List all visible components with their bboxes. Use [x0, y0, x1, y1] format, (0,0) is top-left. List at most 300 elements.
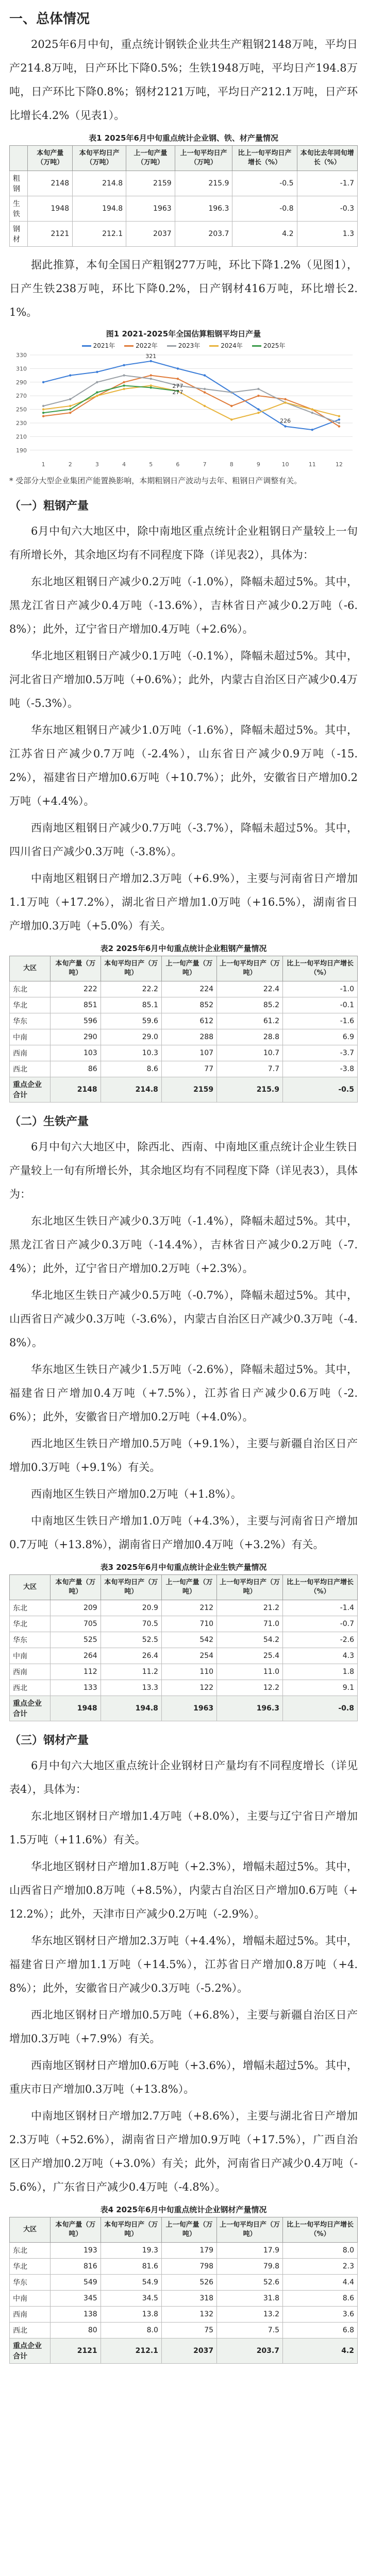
- legend-swatch: [209, 345, 219, 347]
- table-cell: 112: [51, 1664, 101, 1680]
- legend-item: [209, 341, 243, 350]
- data-point: [284, 398, 286, 400]
- table-row: [10, 1045, 358, 1061]
- table4: [9, 2217, 358, 2364]
- list-item: 东北地区生铁日产减少0.3万吨（-1.4%），降幅未超过5%。其中，黑龙江省日产减少0.3万吨（-14.4%），吉林省日产减少0.2万吨（-7.4%）；此外，辽宁省日产增加0.2万吨（+2.3%）。: [9, 1215, 358, 1275]
- table-cell: -0.5: [232, 171, 297, 196]
- table-cell: 8.0: [101, 2323, 161, 2338]
- table-cell: 816: [51, 2259, 101, 2275]
- table-cell: 1963: [126, 196, 175, 222]
- legend-label: 2025年: [263, 342, 286, 349]
- table-header-cell: 上一旬产量（万吨）: [161, 1575, 216, 1600]
- x-tick-label: 10: [281, 461, 289, 468]
- section-title-overview: 一、总体情况: [9, 11, 90, 27]
- table-cell: 1963: [161, 1696, 216, 1721]
- table-cell: 214.8: [101, 1077, 161, 1103]
- table-cell: 21.2: [217, 1600, 283, 1616]
- table-cell: 华东: [10, 1632, 51, 1648]
- x-tick-label: 6: [176, 461, 180, 468]
- table-header-cell: 大区: [10, 956, 51, 981]
- table-cell: 214.8: [73, 171, 126, 196]
- table-cell: -0.5: [282, 1077, 357, 1103]
- table-cell: 2.3: [282, 2259, 357, 2275]
- table-cell: 17.9: [217, 2243, 283, 2259]
- legend-item: [124, 341, 158, 350]
- table-cell: 重点企业合计: [10, 1696, 51, 1721]
- data-point: [204, 388, 206, 390]
- table-cell: 4.3: [282, 1648, 357, 1664]
- table1-body: [10, 171, 358, 247]
- data-point: [150, 378, 152, 380]
- table-cell: 重点企业合计: [10, 2338, 51, 2364]
- data-point: [230, 418, 232, 420]
- table-row: [10, 1029, 358, 1045]
- table-row: [10, 196, 358, 222]
- table-cell: 798: [161, 2259, 216, 2275]
- data-point: [257, 408, 259, 410]
- table-cell: 203.7: [217, 2338, 283, 2364]
- x-tick-label: 12: [335, 461, 343, 468]
- table-row: [10, 1013, 358, 1029]
- table-header-cell: [10, 146, 28, 171]
- table-cell: 6.9: [282, 1029, 357, 1045]
- data-point: [230, 405, 232, 407]
- table-cell: 2159: [126, 171, 175, 196]
- table-row: [10, 2243, 358, 2259]
- table-header-cell: 本旬平均日产（万吨）: [73, 146, 126, 171]
- data-point: [257, 395, 259, 397]
- table-cell: 612: [161, 1013, 216, 1029]
- data-point: [123, 384, 125, 386]
- table-cell: 29.0: [101, 1029, 161, 1045]
- table-cell: 西南: [10, 1664, 51, 1680]
- table-cell: 西南: [10, 1045, 51, 1061]
- x-tick-label: 7: [203, 461, 207, 468]
- list-item: 华东地区粗钢日产减少1.0万吨（-1.6%），降幅未超过5%。其中，江苏省日产减少0.7万吨（-2.4%），山东省日产减少0.9万吨（-15.2%），福建省日产增加0.6万吨（+10.7%）；此外，安徽省日产增加0.2万吨（+4.4%）。: [9, 724, 358, 807]
- table-cell: 80: [51, 2323, 101, 2338]
- annotation-label: 277: [172, 382, 184, 389]
- table-row: [10, 1632, 358, 1648]
- table2-header-row: [10, 956, 358, 981]
- table-cell: 中南: [10, 2291, 51, 2307]
- legend-swatch: [82, 345, 91, 347]
- list-item: 西北地区钢材日产增加0.5万吨（+6.8%），主要与新疆自治区日产增加0.3万吨（+7.9%）有关。: [9, 2009, 358, 2045]
- table2-title: 表2 2025年6月中旬重点统计企业粗钢产量情况: [100, 944, 267, 953]
- data-point: [338, 422, 340, 424]
- table-cell: 8.6: [282, 2291, 357, 2307]
- table-cell: 西北: [10, 1680, 51, 1696]
- table-header-cell: 比上一旬平均日产增长（%）: [282, 956, 357, 981]
- table-cell: 8.0: [282, 2243, 357, 2259]
- table-cell: -0.3: [297, 196, 357, 222]
- table-cell: 81.6: [101, 2259, 161, 2275]
- crude-steel-intro: 6月中旬六大地区中，除中南地区重点统计企业粗钢日产量较上一旬有所增长外，其余地区均有不同程度下降（详见表2），具体为：: [9, 525, 358, 561]
- table-cell: -2.6: [282, 1632, 357, 1648]
- table-cell: -1.0: [282, 981, 357, 997]
- table-cell: 224: [161, 981, 216, 997]
- data-point: [150, 374, 152, 376]
- table-cell: 2148: [51, 1077, 101, 1103]
- table-cell: 华北: [10, 997, 51, 1013]
- table-cell: 71.0: [217, 1616, 283, 1632]
- data-point: [311, 408, 313, 410]
- x-tick-label: 4: [122, 461, 126, 468]
- table-cell: 19.3: [101, 2243, 161, 2259]
- table-cell: 2159: [161, 1077, 216, 1103]
- table-cell: 75: [161, 2323, 216, 2338]
- table-cell: 7.5: [217, 2323, 283, 2338]
- annotation-label: 277: [172, 388, 184, 396]
- steel-products-items: [9, 1804, 358, 2199]
- table-cell: 华东: [10, 2275, 51, 2291]
- table-cell: 77: [161, 1061, 216, 1077]
- table-cell: 596: [51, 1013, 101, 1029]
- data-point: [42, 405, 44, 407]
- chart-svg: [9, 351, 358, 469]
- table-cell: 13.8: [101, 2307, 161, 2323]
- x-tick-label: 11: [308, 461, 316, 468]
- table-header-cell: 比上一旬平均日产增长（%）: [282, 2217, 357, 2243]
- data-point: [338, 415, 340, 417]
- table-row: [10, 1600, 358, 1616]
- list-item: 中南地区生铁日产增加1.0万吨（+4.3%），主要与河南省日产增加0.7万吨（+13.8%），湖南省日产增加0.4万吨（+3.2%）有关。: [9, 1515, 358, 1551]
- y-tick-label: 190: [16, 447, 27, 454]
- table-row: [10, 171, 358, 196]
- table-cell: 290: [51, 1029, 101, 1045]
- table-cell: 26.4: [101, 1648, 161, 1664]
- table-cell: 526: [161, 2275, 216, 2291]
- pig-iron-intro: 6月中旬六大地区中，除西北、西南、中南地区重点统计企业生铁日产量较上一旬有所增长外，其余地区均有不同程度下降（详见表3），具体为：: [9, 1141, 358, 1200]
- table-cell: 东北: [10, 1600, 51, 1616]
- table-row: [10, 222, 358, 247]
- data-point: [96, 381, 98, 383]
- x-tick-label: 8: [229, 461, 233, 468]
- table-cell: 中南: [10, 1029, 51, 1045]
- list-item: 华东地区生铁日产减少1.5万吨（-2.6%），降幅未超过5%。其中，福建省日产增加0.4万吨（+7.5%），江苏省日产减少0.6万吨（-2.6%）；此外，安徽省日产增加0.2万吨（+4.0%）。: [9, 1363, 358, 1423]
- data-point: [177, 378, 179, 380]
- table-cell: 8.6: [101, 1061, 161, 1077]
- table-header-cell: 上一旬平均日产（万吨）: [217, 2217, 283, 2243]
- table-header-cell: 本旬平均日产（万吨）: [101, 1575, 161, 1600]
- list-item: 东北地区钢材日产增加1.4万吨（+8.0%），主要与辽宁省日产增加1.5万吨（+11.6%）有关。: [9, 1810, 358, 1846]
- table-cell: 2121: [28, 222, 73, 247]
- legend-label: 2022年: [136, 342, 158, 349]
- data-point: [204, 405, 206, 407]
- table-cell: 10.7: [217, 1045, 283, 1061]
- data-point: [204, 374, 206, 376]
- table-cell: 6.8: [282, 2323, 357, 2338]
- x-tick-label: 9: [256, 461, 260, 468]
- table-header-cell: 本旬产量（万吨）: [51, 2217, 101, 2243]
- data-point: [123, 381, 125, 383]
- table-cell: 华北: [10, 2259, 51, 2275]
- data-point: [284, 425, 286, 427]
- table1-title: 表1 2025年6月中旬重点统计企业钢、铁、材产量情况: [89, 133, 278, 143]
- table-cell: 203.7: [175, 222, 232, 247]
- table-cell: 3.6: [282, 2307, 357, 2323]
- table-cell: 110: [161, 1664, 216, 1680]
- table-cell: 4.2: [282, 2338, 357, 2364]
- data-point: [69, 412, 71, 414]
- list-item: 中南地区粗钢日产增加2.3万吨（+6.9%），主要与河南省日产增加1.1万吨（+17.2%），湖北省日产增加1.0万吨（+16.5%），湖南省日产增加0.3万吨（+5.0%）有关。: [9, 872, 358, 932]
- series-line-2: [43, 376, 339, 427]
- table-cell: 852: [161, 997, 216, 1013]
- table2: [9, 956, 358, 1103]
- table-cell: 79.8: [217, 2259, 283, 2275]
- table-cell: 2037: [161, 2338, 216, 2364]
- data-point: [123, 374, 125, 376]
- table-header-cell: 上一旬产量（万吨）: [126, 146, 175, 171]
- data-point: [338, 425, 340, 427]
- legend-item: [252, 341, 286, 350]
- table3-title: 表3 2025年6月中旬重点统计企业生铁产量情况: [100, 1563, 267, 1572]
- table3-body: [10, 1600, 358, 1721]
- table-header-cell: 比上一旬平均日产增长（%）: [232, 146, 297, 171]
- legend-label: 2024年: [221, 342, 243, 349]
- data-point: [42, 408, 44, 410]
- table-header-cell: 本旬产量（万吨）: [51, 1575, 101, 1600]
- y-tick-label: 290: [16, 379, 27, 386]
- table-cell: 1948: [51, 1696, 101, 1721]
- table-cell: 东北: [10, 981, 51, 997]
- x-tick-label: 3: [95, 461, 99, 468]
- table-cell: 318: [161, 2291, 216, 2307]
- table-header-cell: 本旬产量（万吨）: [51, 956, 101, 981]
- list-item: 西北地区生铁日产增加0.5万吨（+9.1%），主要与新疆自治区日产增加0.3万吨（+9.1%）有关。: [9, 1437, 358, 1473]
- table-cell: 钢材: [10, 222, 28, 247]
- data-point: [123, 388, 125, 390]
- table-row: [10, 2307, 358, 2323]
- table-cell: 1948: [28, 196, 73, 222]
- table-cell: 华东: [10, 1013, 51, 1029]
- table-header-cell: 比上一旬平均日产增长（%）: [282, 1575, 357, 1600]
- table-cell: 70.5: [101, 1616, 161, 1632]
- table-cell: 212: [161, 1600, 216, 1616]
- subsection-title-crude-steel: （一）粗钢产量: [9, 500, 89, 513]
- table3-header-row: [10, 1575, 358, 1600]
- series-line-1: [43, 361, 339, 430]
- table-cell: 549: [51, 2275, 101, 2291]
- data-point: [204, 391, 206, 393]
- table-cell: 215.9: [217, 1077, 283, 1103]
- table-cell: 86: [51, 1061, 101, 1077]
- data-point: [150, 386, 152, 388]
- list-item: 西南地区粗钢日产减少0.7万吨（-3.7%），降幅未超过5%。其中，四川省日产减少0.3万吨（-3.8%）。: [9, 822, 358, 858]
- table-cell: 13.3: [101, 1680, 161, 1696]
- table-cell: 194.8: [73, 196, 126, 222]
- table-row: [10, 1616, 358, 1632]
- table-total-row: [10, 1077, 358, 1103]
- data-point: [42, 412, 44, 414]
- table-cell: -1.7: [297, 171, 357, 196]
- table-header-cell: 本旬产量（万吨）: [28, 146, 73, 171]
- x-tick-label: 2: [68, 461, 72, 468]
- y-tick-label: 270: [16, 393, 27, 400]
- list-item: 华北地区钢材日产增加1.8万吨（+2.3%），增幅未超过5%。其中，山西省日产增加0.8万吨（+8.5%），内蒙古自治区日产增加0.6万吨（+12.2%）；此外，天津市日产减少0.2万吨（-2.9%）。: [9, 1860, 358, 1920]
- overview-paragraph: 2025年6月中旬，重点统计钢铁企业共生产粗钢2148万吨，平均日产214.8万吨，日产环比下降0.5%；生铁1948万吨，平均日产194.8万吨，日产环比下降0.8%；钢材2121万吨，平均日产212.1万吨，日产环比增长4.2%（见表1）。: [9, 38, 358, 122]
- table-cell: 59.6: [101, 1013, 161, 1029]
- table4-title: 表4 2025年6月中旬重点统计企业钢材产量情况: [100, 2205, 267, 2214]
- table-cell: 196.3: [175, 196, 232, 222]
- legend-label: 2021年: [93, 342, 115, 349]
- table-cell: 103: [51, 1045, 101, 1061]
- table-cell: 2121: [51, 2338, 101, 2364]
- estimate-paragraph: 据此推算，本旬全国日产粗钢277万吨，环比下降1.2%（见图1），日产生铁238万吨，环比下降0.2%，日产钢材416万吨，环比增长2.1%。: [9, 259, 358, 318]
- data-point: [311, 412, 313, 414]
- table-row: [10, 1680, 358, 1696]
- chart-legend: [9, 341, 358, 350]
- table-header-cell: 本旬比去年同旬增长（%）: [297, 146, 357, 171]
- y-tick-label: 250: [16, 406, 27, 413]
- table-cell: 11.2: [101, 1664, 161, 1680]
- subsection-title-pig-iron: （二）生铁产量: [9, 1115, 89, 1128]
- table-total-row: [10, 1696, 358, 1721]
- y-tick-label: 210: [16, 433, 27, 440]
- data-point: [69, 374, 71, 376]
- table-cell: 851: [51, 997, 101, 1013]
- table-cell: 粗钢: [10, 171, 28, 196]
- table-row: [10, 1648, 358, 1664]
- table-cell: 13.2: [217, 2307, 283, 2323]
- table-cell: 华北: [10, 1616, 51, 1632]
- data-point: [42, 415, 44, 417]
- x-tick-label: 1: [41, 461, 45, 468]
- data-point: [257, 388, 259, 390]
- table-cell: 705: [51, 1616, 101, 1632]
- data-point: [284, 401, 286, 403]
- table-cell: 61.2: [217, 1013, 283, 1029]
- table-cell: 193: [51, 2243, 101, 2259]
- subsection-title-steel-products: （三）钢材产量: [9, 1734, 89, 1747]
- table-cell: 25.4: [217, 1648, 283, 1664]
- table-cell: 中南: [10, 1648, 51, 1664]
- data-point: [150, 384, 152, 386]
- table-cell: 179: [161, 2243, 216, 2259]
- table-cell: 重点企业合计: [10, 1077, 51, 1103]
- table-header-cell: 上一旬产量（万吨）: [161, 2217, 216, 2243]
- legend-label: 2023年: [178, 342, 201, 349]
- y-tick-label: 330: [16, 352, 27, 359]
- table-cell: 138: [51, 2307, 101, 2323]
- table-cell: 54.2: [217, 1632, 283, 1648]
- list-item: 华东地区钢材日产增加2.3万吨（+4.4%），增幅未超过5%。其中，福建省日产增加1.1万吨（+14.5%），江苏省日产增加0.8万吨（+4.8%）；此外，安徽省日产减少0.3万吨（-5.2%）。: [9, 1935, 358, 1994]
- chart-figure1: [9, 328, 358, 471]
- table-cell: 4.4: [282, 2275, 357, 2291]
- table-cell: 2037: [126, 222, 175, 247]
- table-cell: -0.7: [282, 1616, 357, 1632]
- table-cell: 52.5: [101, 1632, 161, 1648]
- legend-swatch: [124, 345, 134, 347]
- table2-body: [10, 981, 358, 1103]
- table-cell: 54.9: [101, 2275, 161, 2291]
- table-header-cell: 大区: [10, 1575, 51, 1600]
- table-cell: -3.8: [282, 1061, 357, 1077]
- table-cell: 132: [161, 2307, 216, 2323]
- data-point: [69, 398, 71, 400]
- table-cell: 288: [161, 1029, 216, 1045]
- table-cell: 194.8: [101, 1696, 161, 1721]
- table-cell: 85.1: [101, 997, 161, 1013]
- legend-item: [167, 341, 201, 350]
- table-cell: -0.8: [232, 196, 297, 222]
- table3: [9, 1574, 358, 1721]
- table-cell: 生铁: [10, 196, 28, 222]
- list-item: 中南地区钢材日产增加2.7万吨（+8.6%），主要与湖北省日产增加2.3万吨（+52.6%），湖南省日产增加0.9万吨（+17.5%），广西自治区日产增加0.2万吨（+3.0%）有关；此外，河南省日产减少0.4万吨（-5.6%），广东省日产减少0.4万吨（-4.8%）。: [9, 2110, 358, 2193]
- table-cell: 215.9: [175, 171, 232, 196]
- legend-swatch: [167, 345, 176, 347]
- chart-title: 图1 2021-2025年全国估算粗钢平均日产量: [106, 329, 261, 338]
- table-cell: 710: [161, 1616, 216, 1632]
- data-point: [69, 405, 71, 407]
- footnote: * 受部分大型企业集团产能置换影响，本期粗钢日产波动与去年、粗钢日产调整有关。: [9, 476, 302, 485]
- table-cell: 254: [161, 1648, 216, 1664]
- table-cell: 22.4: [217, 981, 283, 997]
- table-cell: 85.2: [217, 997, 283, 1013]
- table4-header-row: [10, 2217, 358, 2243]
- pig-iron-items: [9, 1209, 358, 1556]
- data-point: [69, 408, 71, 410]
- table-cell: 212.1: [73, 222, 126, 247]
- list-item: 西南地区生铁日产增加0.2万吨（+1.8%）。: [31, 1488, 242, 1500]
- data-point: [96, 371, 98, 373]
- table-row: [10, 2323, 358, 2338]
- table-header-cell: 上一旬平均日产（万吨）: [217, 956, 283, 981]
- table-cell: 264: [51, 1648, 101, 1664]
- table-cell: 1.8: [282, 1664, 357, 1680]
- annotation-label: 321: [145, 352, 157, 360]
- table-cell: 22.2: [101, 981, 161, 997]
- table-cell: 4.2: [232, 222, 297, 247]
- data-point: [257, 412, 259, 414]
- table-cell: -1.6: [282, 1013, 357, 1029]
- annotation-label: 226: [280, 417, 291, 425]
- table-cell: 东北: [10, 2243, 51, 2259]
- data-point: [230, 391, 232, 393]
- table-cell: 52.6: [217, 2275, 283, 2291]
- table-cell: 133: [51, 1680, 101, 1696]
- data-point: [42, 381, 44, 383]
- table-cell: 542: [161, 1632, 216, 1648]
- data-point: [338, 418, 340, 420]
- table-row: [10, 1664, 358, 1680]
- list-item: 华北地区粗钢日产减少0.1万吨（-0.1%），降幅未超过5%。其中，河北省日产增加0.5万吨（+0.6%）；此外，内蒙古自治区日产减少0.4万吨（-5.3%）。: [9, 650, 358, 709]
- y-tick-label: 310: [16, 365, 27, 372]
- table-cell: 西北: [10, 2323, 51, 2338]
- list-item: 东北地区粗钢日产减少0.2万吨（-1.0%），降幅未超过5%。其中，黑龙江省日产减少0.4万吨（-13.6%），吉林省日产减少0.2万吨（-6.8%）；此外，辽宁省日产增加0.4万吨（+2.6%）。: [9, 575, 358, 635]
- series-line-5: [43, 385, 178, 413]
- table-cell: 2148: [28, 171, 73, 196]
- table-row: [10, 2275, 358, 2291]
- legend-item: [82, 341, 115, 350]
- table-cell: 28.8: [217, 1029, 283, 1045]
- table-header-cell: 大区: [10, 2217, 51, 2243]
- table-row: [10, 2291, 358, 2307]
- table-cell: 7.7: [217, 1061, 283, 1077]
- table-row: [10, 1061, 358, 1077]
- table-cell: 212.1: [101, 2338, 161, 2364]
- table-header-cell: 上一旬产量（万吨）: [161, 956, 216, 981]
- table-header-cell: 本旬平均日产（万吨）: [101, 2217, 161, 2243]
- table1: [9, 145, 358, 247]
- table-cell: 1.3: [297, 222, 357, 247]
- table-cell: 209: [51, 1600, 101, 1616]
- data-point: [150, 360, 152, 362]
- table-cell: 10.3: [101, 1045, 161, 1061]
- crude-steel-items: [9, 570, 358, 938]
- data-point: [311, 429, 313, 431]
- x-tick-label: 5: [149, 461, 153, 468]
- table-cell: -1.4: [282, 1600, 357, 1616]
